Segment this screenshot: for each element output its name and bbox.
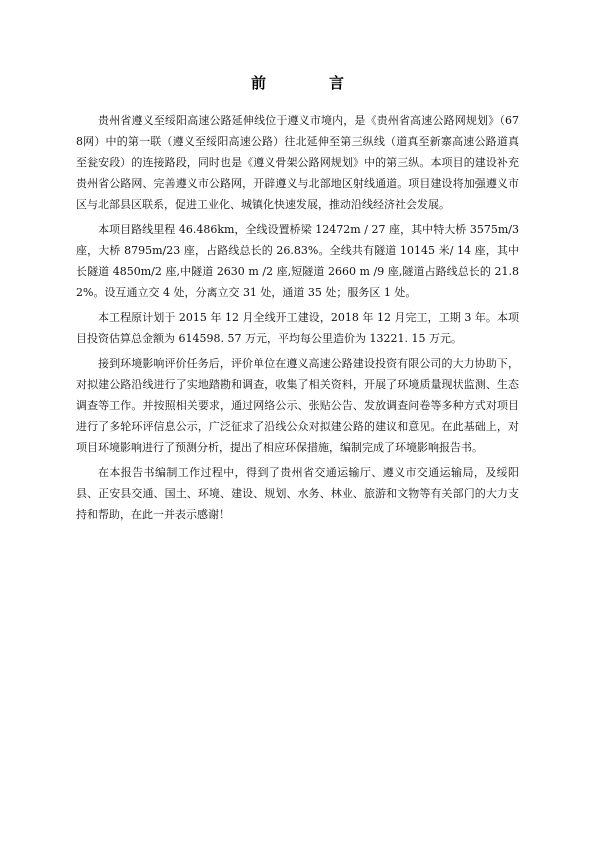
paragraph-route-statistics: 本项目路线里程 46.486km，全线设置桥梁 12472m / 27 座，其中特大桥 3575m/3座，大桥 8795m/23 座，占路线总长的 26.83%。全线共有隧道 10145 米/ 14 座，其中长隧道 4850m/2 座,中隧道 2630 m /2 座,短隧道 2660 m /9 座,隧道占路线总长的 21.82%。设互通立交 4 处，分离立交 31 处，通道 35 处；服务区 1 处。 — [76, 223, 519, 299]
paragraph-project-overview: 贵州省遵义至绥阳高速公路延伸线位于遵义市境内，是《贵州省高速公路网规划》（678网）中的第一联（遵义至绥阳高速公路）往北延伸至第三纵线（道真至新寨高速公路道真至瓮安段）的连接路段，同时也是《遵义骨架公路网规划》中的第三纵。本项目的建设补充贵州省公路网、完善遵义市公路网，开辟遵义与北部地区射线通道。项目建设将加强遵义市区与北部县区联系，促进工业化、城镇化快速发展，推动沿线经济社会发展。 — [76, 114, 519, 211]
page-title: 前 言 — [250, 74, 368, 92]
paragraph-schedule-investment: 本工程原计划于 2015 年 12 月全线开工建设，2018 年 12 月完工，工期 3 年。本项目投资估算总金额为 614598. 57 万元，平均每公里造价为 13221. 15 万元。 — [76, 311, 519, 345]
document-body — [76, 110, 519, 529]
paragraph-assessment-process: 接到环境影响评价任务后，评价单位在遵义高速公路建设投资有限公司的大力协助下，对拟建公路沿线进行了实地踏勘和调查，收集了相关资料，开展了环境质量现状监测、生态调查等工作。并按照相关要求，通过网络公示、张贴公告、发放调查问卷等多种方式对项目进行了多轮环评信息公示，广泛征求了沿线公众对拟建公路的建议和意见。在此基础上，对项目环境影响进行了预测分析，提出了相应环保措施，编制完成了环境影响报告书。 — [76, 357, 519, 454]
paragraph-acknowledgements: 在本报告书编制工作过程中，得到了贵州省交通运输厅、遵义市交通运输局，及绥阳县、正安县交通、国土、环境、建设、规划、水务、林业、旅游和文物等有关部门的大力支持和帮助，在此一并表示感谢！ — [76, 466, 519, 521]
